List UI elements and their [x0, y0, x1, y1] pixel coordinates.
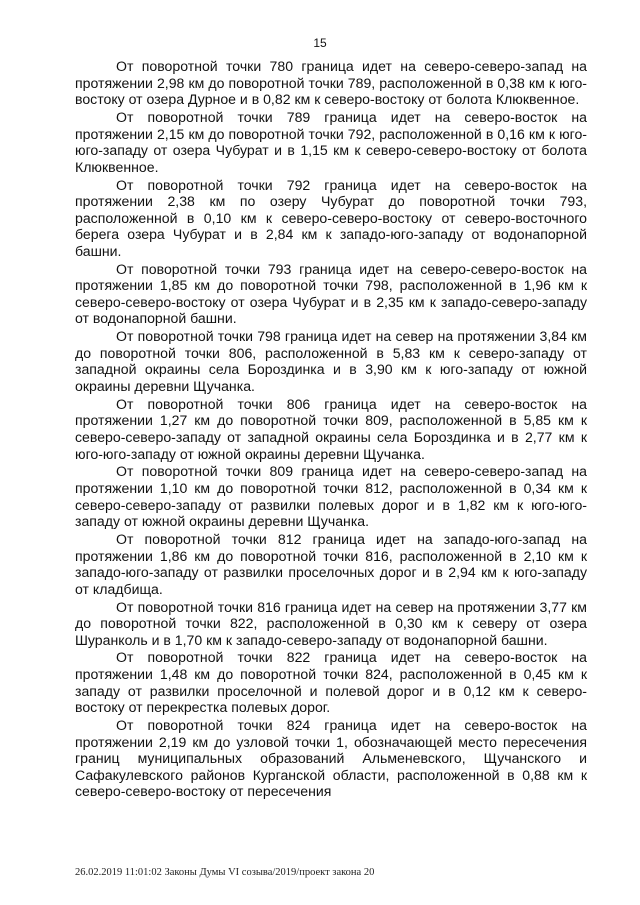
footer-stamp: 26.02.2019 11:01:02 Законы Думы VI созыва/2019/проект закона 20: [75, 867, 375, 878]
paragraph: От поворотной точки 824 граница идет на северо-восток на протяжении 2,19 км до узловой точки 1, обозначающей место пересечения границ муниципальных образований Альменевского, Щучанского и Сафакулевского районов Курганской области, расположенной в 0,88 км к северо-северо-востоку от пересечения: [75, 717, 587, 800]
paragraph: От поворотной точки 809 граница идет на северо-северо-запад на протяжении 1,10 км до поворотной точки 812, расположенной в 0,34 км к северо-северо-западу от развилки полевых дорог и в 1,82 км к юго-юго-западу от южной окраины деревни Щучанка.: [75, 463, 587, 530]
document-body: [75, 58, 587, 801]
paragraph: От поворотной точки 822 граница идет на северо-восток на протяжении 1,48 км до поворотной точки 824, расположенной в 0,45 км к западу от развилки проселочной и полевой дорог и в 0,12 км к северо-востоку от перекрестка полевых дорог.: [75, 649, 587, 716]
paragraph: От поворотной точки 792 граница идет на северо-восток на протяжении 2,38 км по озеру Чубурат до поворотной точки 793, расположенной в 0,10 км к северо-северо-востоку от северо-восточного берега озера Чубурат и в 2,84 км к западо-юго-западу от водонапорной башни.: [75, 176, 587, 259]
page-number: 15: [313, 36, 327, 50]
paragraph: От поворотной точки 798 граница идет на север на протяжении 3,84 км до поворотной точки 806, расположенной в 5,83 км к северо-западу от западной окраины села Бороздинка и в 3,90 км к юго-западу от южной окраины деревни Щучанка.: [75, 328, 587, 395]
paragraph: От поворотной точки 816 граница идет на север на протяжении 3,77 км до поворотной точки 822, расположенной в 0,30 км к северу от озера Шуранколь и в 1,70 км к западо-северо-западу от водонапорной башни.: [75, 598, 587, 648]
paragraph: От поворотной точки 793 граница идет на северо-северо-восток на протяжении 1,85 км до поворотной точки 798, расположенной в 1,96 км к северо-северо-востоку от озера Чубурат и в 2,35 км к западо-северо-западу от водонапорной башни.: [75, 260, 587, 327]
paragraph: От поворотной точки 806 граница идет на северо-восток на протяжении 1,27 км до поворотной точки 809, расположенной в 5,85 км к северо-северо-западу от западной окраины села Бороздинка и в 2,77 км к юго-юго-западу от южной окраины деревни Щучанка.: [75, 395, 587, 462]
paragraph: От поворотной точки 780 граница идет на северо-северо-запад на протяжении 2,98 км до поворотной точки 789, расположенной в 0,38 км к юго-востоку от озера Дурное и в 0,82 км к северо-востоку от болота Клюквенное.: [75, 58, 587, 108]
paragraph: От поворотной точки 789 граница идет на северо-восток на протяжении 2,15 км до поворотной точки 792, расположенной в 0,16 км к юго-юго-западу от озера Чубурат и в 1,15 км к северо-северо-востоку от болота Клюквенное.: [75, 108, 587, 175]
paragraph: От поворотной точки 812 граница идет на западо-юго-запад на протяжении 1,86 км до поворотной точки 816, расположенной в 2,10 км к западо-юго-западу от развилки проселочных дорог и в 2,94 км к юго-западу от кладбища.: [75, 530, 587, 597]
